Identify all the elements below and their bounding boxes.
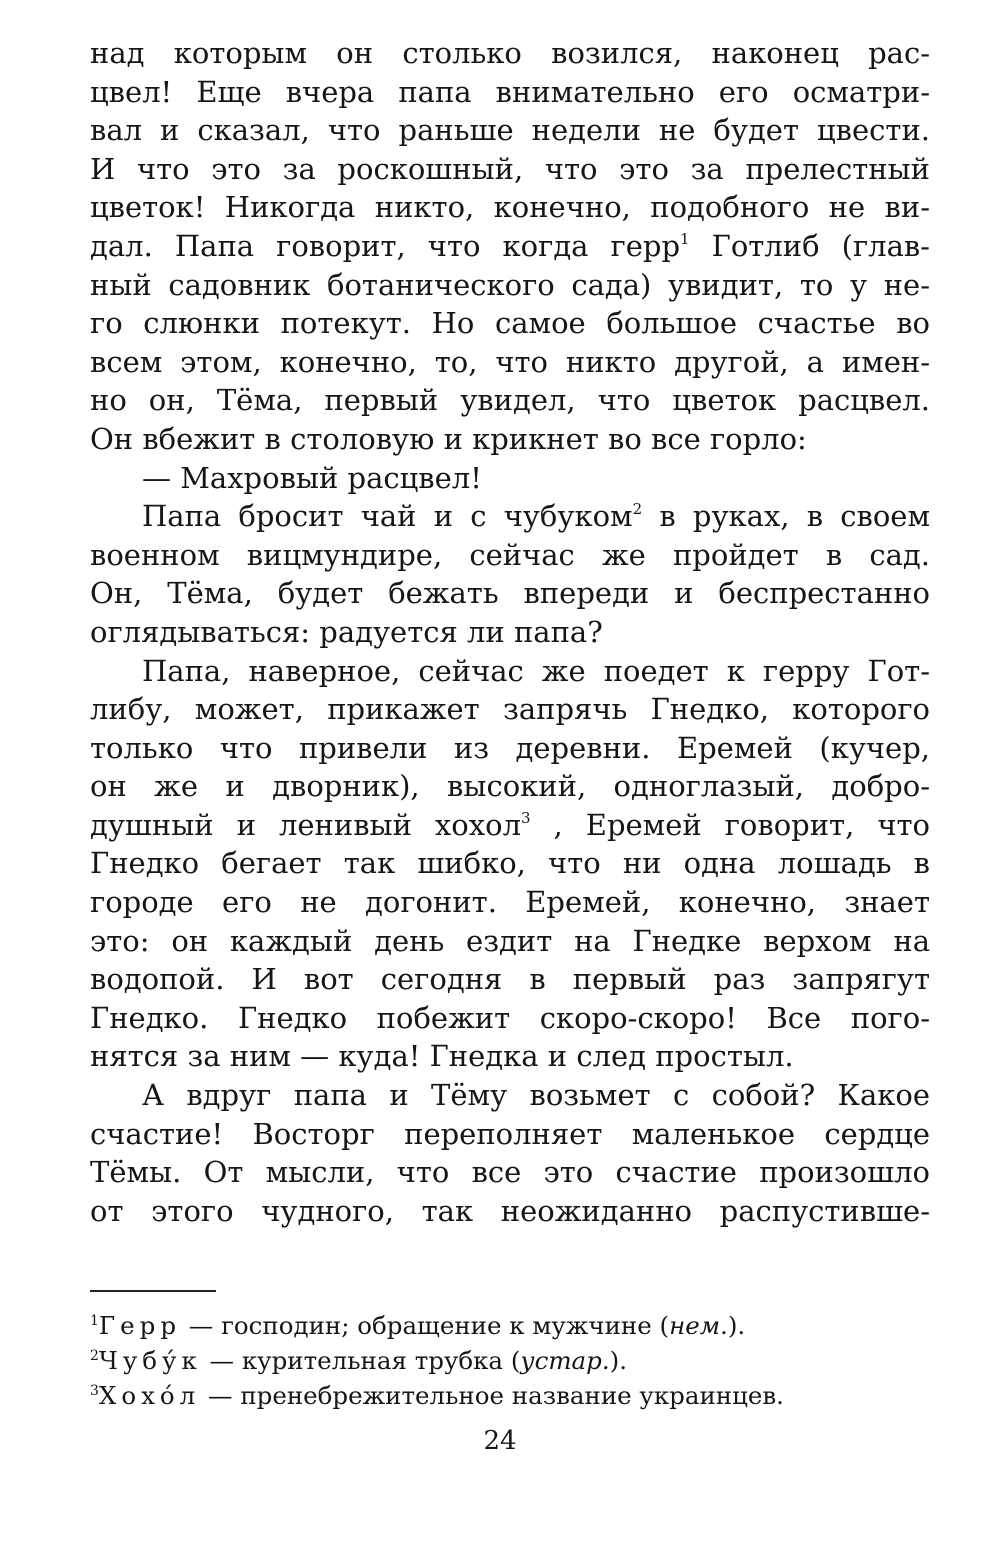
text-line: всем этом, конечно, то, что никто другой, а имен-	[90, 344, 930, 379]
text-line: А вдруг папа и Тёму возьмет с собой? Какое	[142, 1078, 930, 1113]
paragraph	[90, 652, 930, 1077]
footnote-term: Чубу́к	[98, 1346, 202, 1375]
text-line: городе его не догонит. Еремей, конечно, знает	[90, 885, 930, 920]
text-line: Он, Тёма, будет бежать впереди и беспрестанно	[90, 576, 930, 611]
footnote-item: $^3$Хохо́л — пренебрежительное название украинцев.	[90, 1381, 784, 1410]
page-number: 24	[483, 1426, 517, 1456]
text-line: Папа, наверное, сейчас же поедет к герру Гот-	[142, 653, 930, 688]
paragraph	[90, 459, 930, 498]
text-line: Он вбежит в столовую и крикнет во все горло:	[90, 421, 807, 456]
text-line: это: он каждый день ездит на Гнедке верхом на	[90, 923, 930, 958]
text-line: цвел! Еще вчера папа внимательно его осматри-	[90, 74, 930, 109]
text-line: душный и ленивый хохол$^3$ , Еремей говорит, что	[90, 807, 930, 842]
text-line: оглядываться: радуется ли папа?	[90, 614, 603, 649]
text-line: Гнедко бегает так шибко, что ни одна лошадь в	[90, 846, 930, 881]
text-line: Папа бросит чай и с чубуком$^2$ в руках, в своем	[142, 499, 931, 534]
text-line: нятся за ним — куда! Гнедка и след простыл.	[90, 1039, 794, 1074]
text-line: он же и дворник), высокий, одноглазый, добро-	[90, 769, 930, 804]
footnote-divider	[90, 1290, 216, 1292]
footnote-reference: 1	[680, 229, 690, 248]
text-line: го слюнки потекут. Но самое большое счастье во	[90, 306, 930, 341]
footnote-item: $^1$Герр — господин; обращение к мужчине (нем.).	[90, 1311, 746, 1340]
text-line: И что это за роскошный, что это за прелестный	[90, 151, 930, 186]
text-line: цветок! Никогда никто, конечно, подобного не ви-	[90, 190, 930, 225]
text-line: водопой. И вот сегодня в первый раз запрягут	[90, 962, 930, 997]
footnote-reference: 2	[632, 500, 643, 519]
text-line: военном вицмундире, сейчас же пройдет в сад.	[90, 537, 930, 572]
text-line: но он, Тёма, первый увидел, что цветок расцвел.	[90, 383, 930, 418]
footnote-item: $^2$Чубу́к — курительная трубка (устар.).	[90, 1346, 627, 1375]
text-line: над которым он столько возился, наконец рас-	[90, 36, 930, 70]
text-line: вал и сказал, что раньше недели не будет цвести.	[90, 113, 930, 148]
text-line: дал. Папа говорит, что когда герр$^1$ Готлиб (глав-	[90, 228, 930, 263]
text-line: либу, может, прикажет запрячь Гнедко, которого	[90, 692, 930, 727]
text-line: счастие! Восторг переполняет маленькое сердце	[90, 1116, 930, 1151]
paragraph	[90, 1076, 930, 1230]
footnotes	[90, 1308, 930, 1413]
text-line: ный садовник ботанического сада) увидит, то у не-	[90, 267, 930, 302]
text-line: от этого чудного, так неожиданно распустивше-	[90, 1193, 930, 1228]
footnote-reference: 3	[521, 808, 531, 827]
text-line: Тёмы. От мысли, что все это счастие произошло	[90, 1155, 930, 1190]
paragraph	[90, 34, 930, 459]
text-line: — Махровый расцвел!	[142, 460, 482, 495]
text-line: только что привели из деревни. Еремей (кучер,	[90, 730, 930, 765]
footnote-term: Герр	[98, 1311, 182, 1340]
text-line: Гнедко. Гнедко побежит скоро-скоро! Все пого-	[90, 1000, 930, 1035]
paragraph	[90, 497, 930, 651]
footnote-term: Хохо́л	[98, 1381, 201, 1410]
main-text	[90, 34, 930, 1230]
